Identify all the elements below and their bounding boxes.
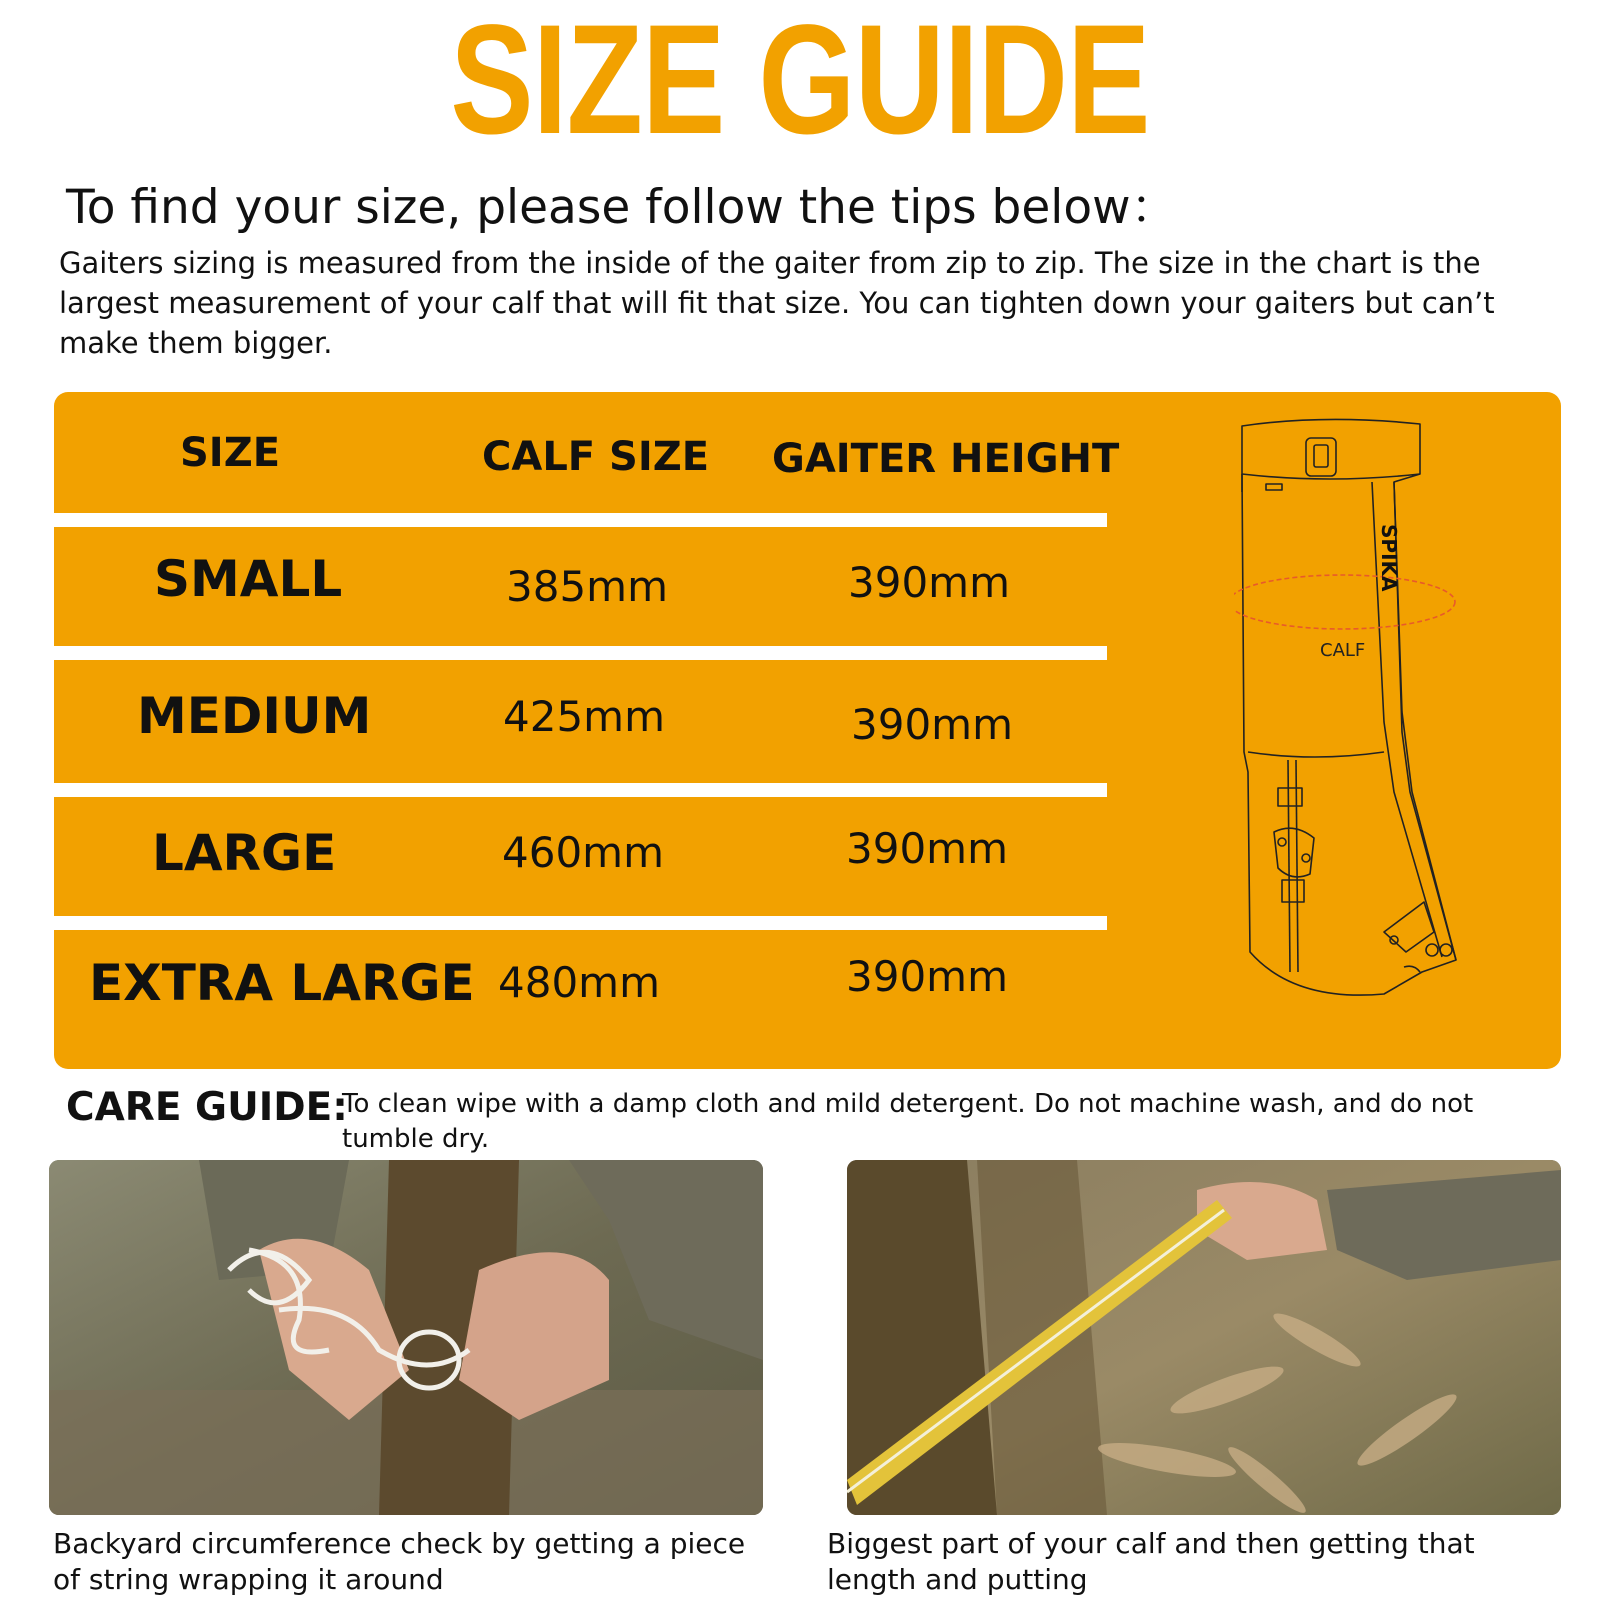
row-divider — [54, 513, 1107, 527]
size-extra-large: EXTRA LARGE — [89, 954, 475, 1012]
photo-caption-right: Biggest part of your calf and then getting that length and putting — [827, 1527, 1475, 1596]
size-small: SMALL — [154, 550, 343, 608]
instruction-heading: To find your size, please follow the tips below： — [66, 180, 1178, 235]
photo-tape-measure — [847, 1160, 1561, 1515]
calf-small: 385mm — [506, 562, 668, 611]
height-small: 390mm — [848, 558, 1010, 607]
header-calf-size: CALF SIZE — [482, 434, 710, 480]
care-guide-label: CARE GUIDE: — [66, 1085, 348, 1130]
brand-label: SPIKA — [1377, 524, 1401, 592]
row-divider — [54, 646, 1107, 660]
height-large: 390mm — [846, 824, 1008, 873]
header-size: SIZE — [180, 430, 281, 476]
calf-medium: 425mm — [503, 692, 665, 741]
row-divider — [54, 783, 1107, 797]
care-guide-text: To clean wipe with a damp cloth and mild detergent. Do not machine wash, and do not tumble dry. — [342, 1089, 1474, 1154]
size-chart-panel — [54, 392, 1561, 1069]
height-medium: 390mm — [851, 700, 1013, 749]
size-large: LARGE — [152, 824, 337, 882]
calf-extra-large: 480mm — [498, 958, 660, 1007]
gaiter-diagram — [1234, 412, 1534, 1022]
calf-label: CALF — [1320, 640, 1366, 661]
photo-string-measure — [49, 1160, 763, 1515]
size-medium: MEDIUM — [137, 687, 372, 745]
photo-caption-left: Backyard circumference check by getting a piece of string wrapping it around — [53, 1527, 746, 1596]
page-title: SIZE GUIDE — [450, 0, 1150, 167]
calf-large: 460mm — [502, 828, 664, 877]
sizing-explanation: Gaiters sizing is measured from the inside of the gaiter from zip to zip. The size in the chart is the largest measurement of your calf that will fit that size. You can tighten down your gaiters but can’t make them bigger. — [59, 246, 1495, 360]
header-gaiter-height: GAITER HEIGHT — [772, 436, 1120, 482]
row-divider — [54, 916, 1107, 930]
height-extra-large: 390mm — [846, 952, 1008, 1001]
